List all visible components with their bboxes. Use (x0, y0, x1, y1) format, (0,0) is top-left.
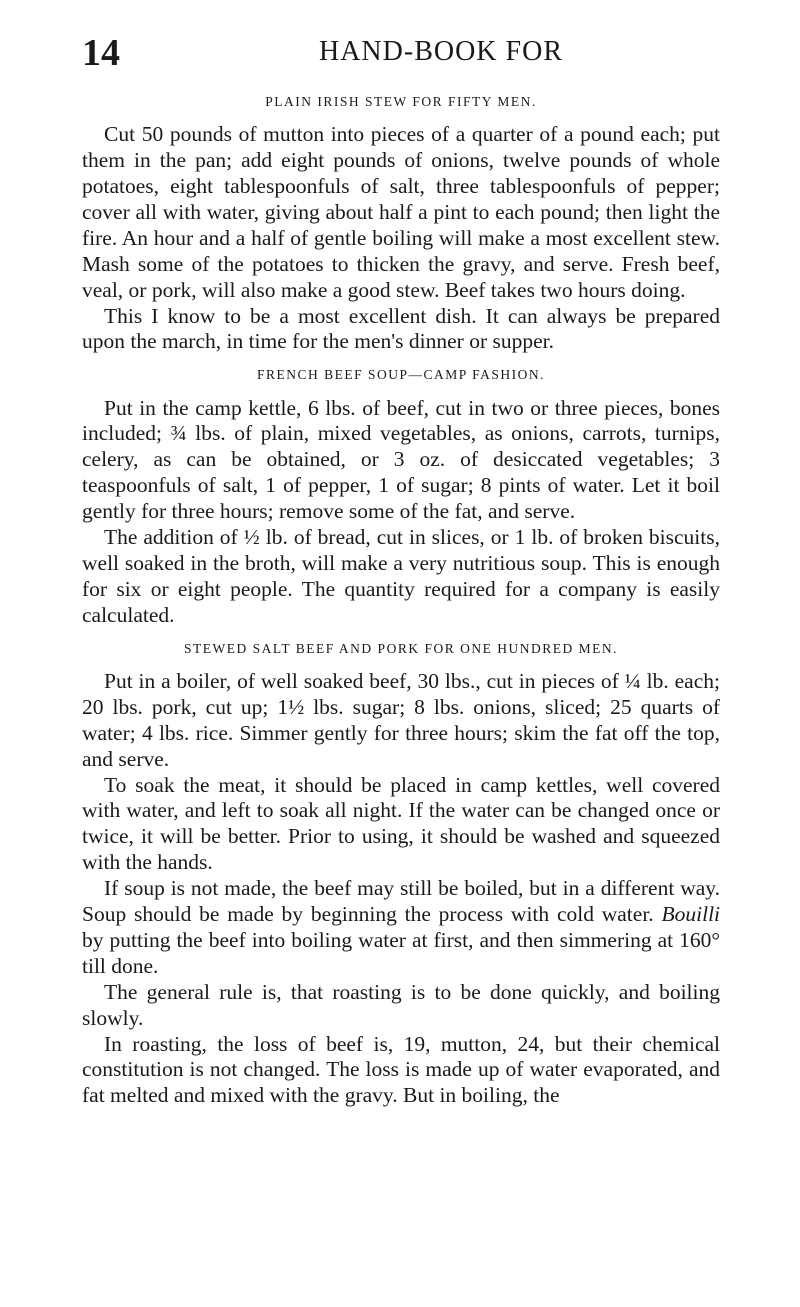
paragraph: In roasting, the loss of beef is, 19, mutton, 24, but their chemical constitution is not changed. The loss is made up of water evaporated, and fat melted and mixed with the gravy. But in boiling, the (82, 1031, 720, 1108)
paragraph-text: If soup is not made, the beef may still be boiled, but in a different way. Soup should be made by beginning the process with cold water. (82, 876, 720, 927)
section-title: PLAIN IRISH STEW FOR FIFTY MEN. (265, 94, 537, 109)
paragraph: The addition of ½ lb. of bread, cut in slices, or 1 lb. of broken biscuits, well soaked in the broth, will make a very nutritious soup. This is enough for six or eight people. The quantity required for a company is easily calculated. (82, 525, 720, 627)
section-irish-stew (82, 94, 720, 355)
section-title: FRENCH BEEF SOUP—CAMP FASHION. (256, 367, 546, 383)
paragraph: To soak the meat, it should be placed in camp kettles, well covered with water, and left to soak all night. If the water can be changed once or twice, it will be better. Prior to using, it should be washed and squeezed with the hands. (82, 772, 720, 875)
page-header (82, 0, 720, 74)
page-number: 14 (82, 32, 120, 74)
paragraph: The general rule is, that roasting is to be done quickly, and boiling slowly. (82, 979, 720, 1030)
paragraph: Put in a boiler, of well soaked beef, 30 lbs., cut in pieces of ¼ lb. each; 20 lbs. pork, cut up; 1½ lbs. sugar; 8 lbs. onions, sliced; 25 quarts of water; 4 lbs. rice. Simmer gently for three hours; skim the fat off the top, and serve. (82, 668, 720, 771)
section-french-beef-soup (82, 367, 720, 628)
paragraph (82, 876, 720, 980)
bouilli-text: by putting the beef into boiling water at first, and then simmering at 160° till done. (82, 927, 720, 978)
section-stewed-salt-beef (82, 641, 720, 1110)
paragraph: Cut 50 pounds of mutton into pieces of a quarter of a pound each; put them in the pan; add eight pounds of onions, twelve pounds of whole potatoes, eight tablespoonfuls of salt, three tablespoonfuls of pepper; cover all with water, giving about half a pint to each pound; then light the fire. An hour and a half of gentle boiling will make a most excellent stew. Mash some of the potatoes to thicken the gravy, and serve. Fresh beef, veal, or pork, will also make a good stew. Beef takes two hours doing. (82, 122, 720, 302)
paragraph: Put in the camp kettle, 6 lbs. of beef, cut in two or three pieces, bones included; ¾ lbs. of plain, mixed vegetables, as onions, carrots, turnips, celery, as can be obtained, or 3 oz. of desiccated vegetables; 3 teaspoonfuls of salt, 1 of pepper, 1 of sugar; 8 pints of water. Let it boil gently for three hours; remove some of the fat, and serve. (82, 395, 720, 524)
paragraph: This I know to be a most excellent dish. It can always be prepared upon the march, in time for the men's dinner or supper. (82, 303, 720, 354)
bouilli-term: Bouilli (661, 902, 721, 927)
running-head: HAND-BOOK FOR (318, 36, 563, 67)
section-title: STEWED SALT BEEF AND PORK FOR ONE HUNDRED MEN. (184, 640, 618, 656)
